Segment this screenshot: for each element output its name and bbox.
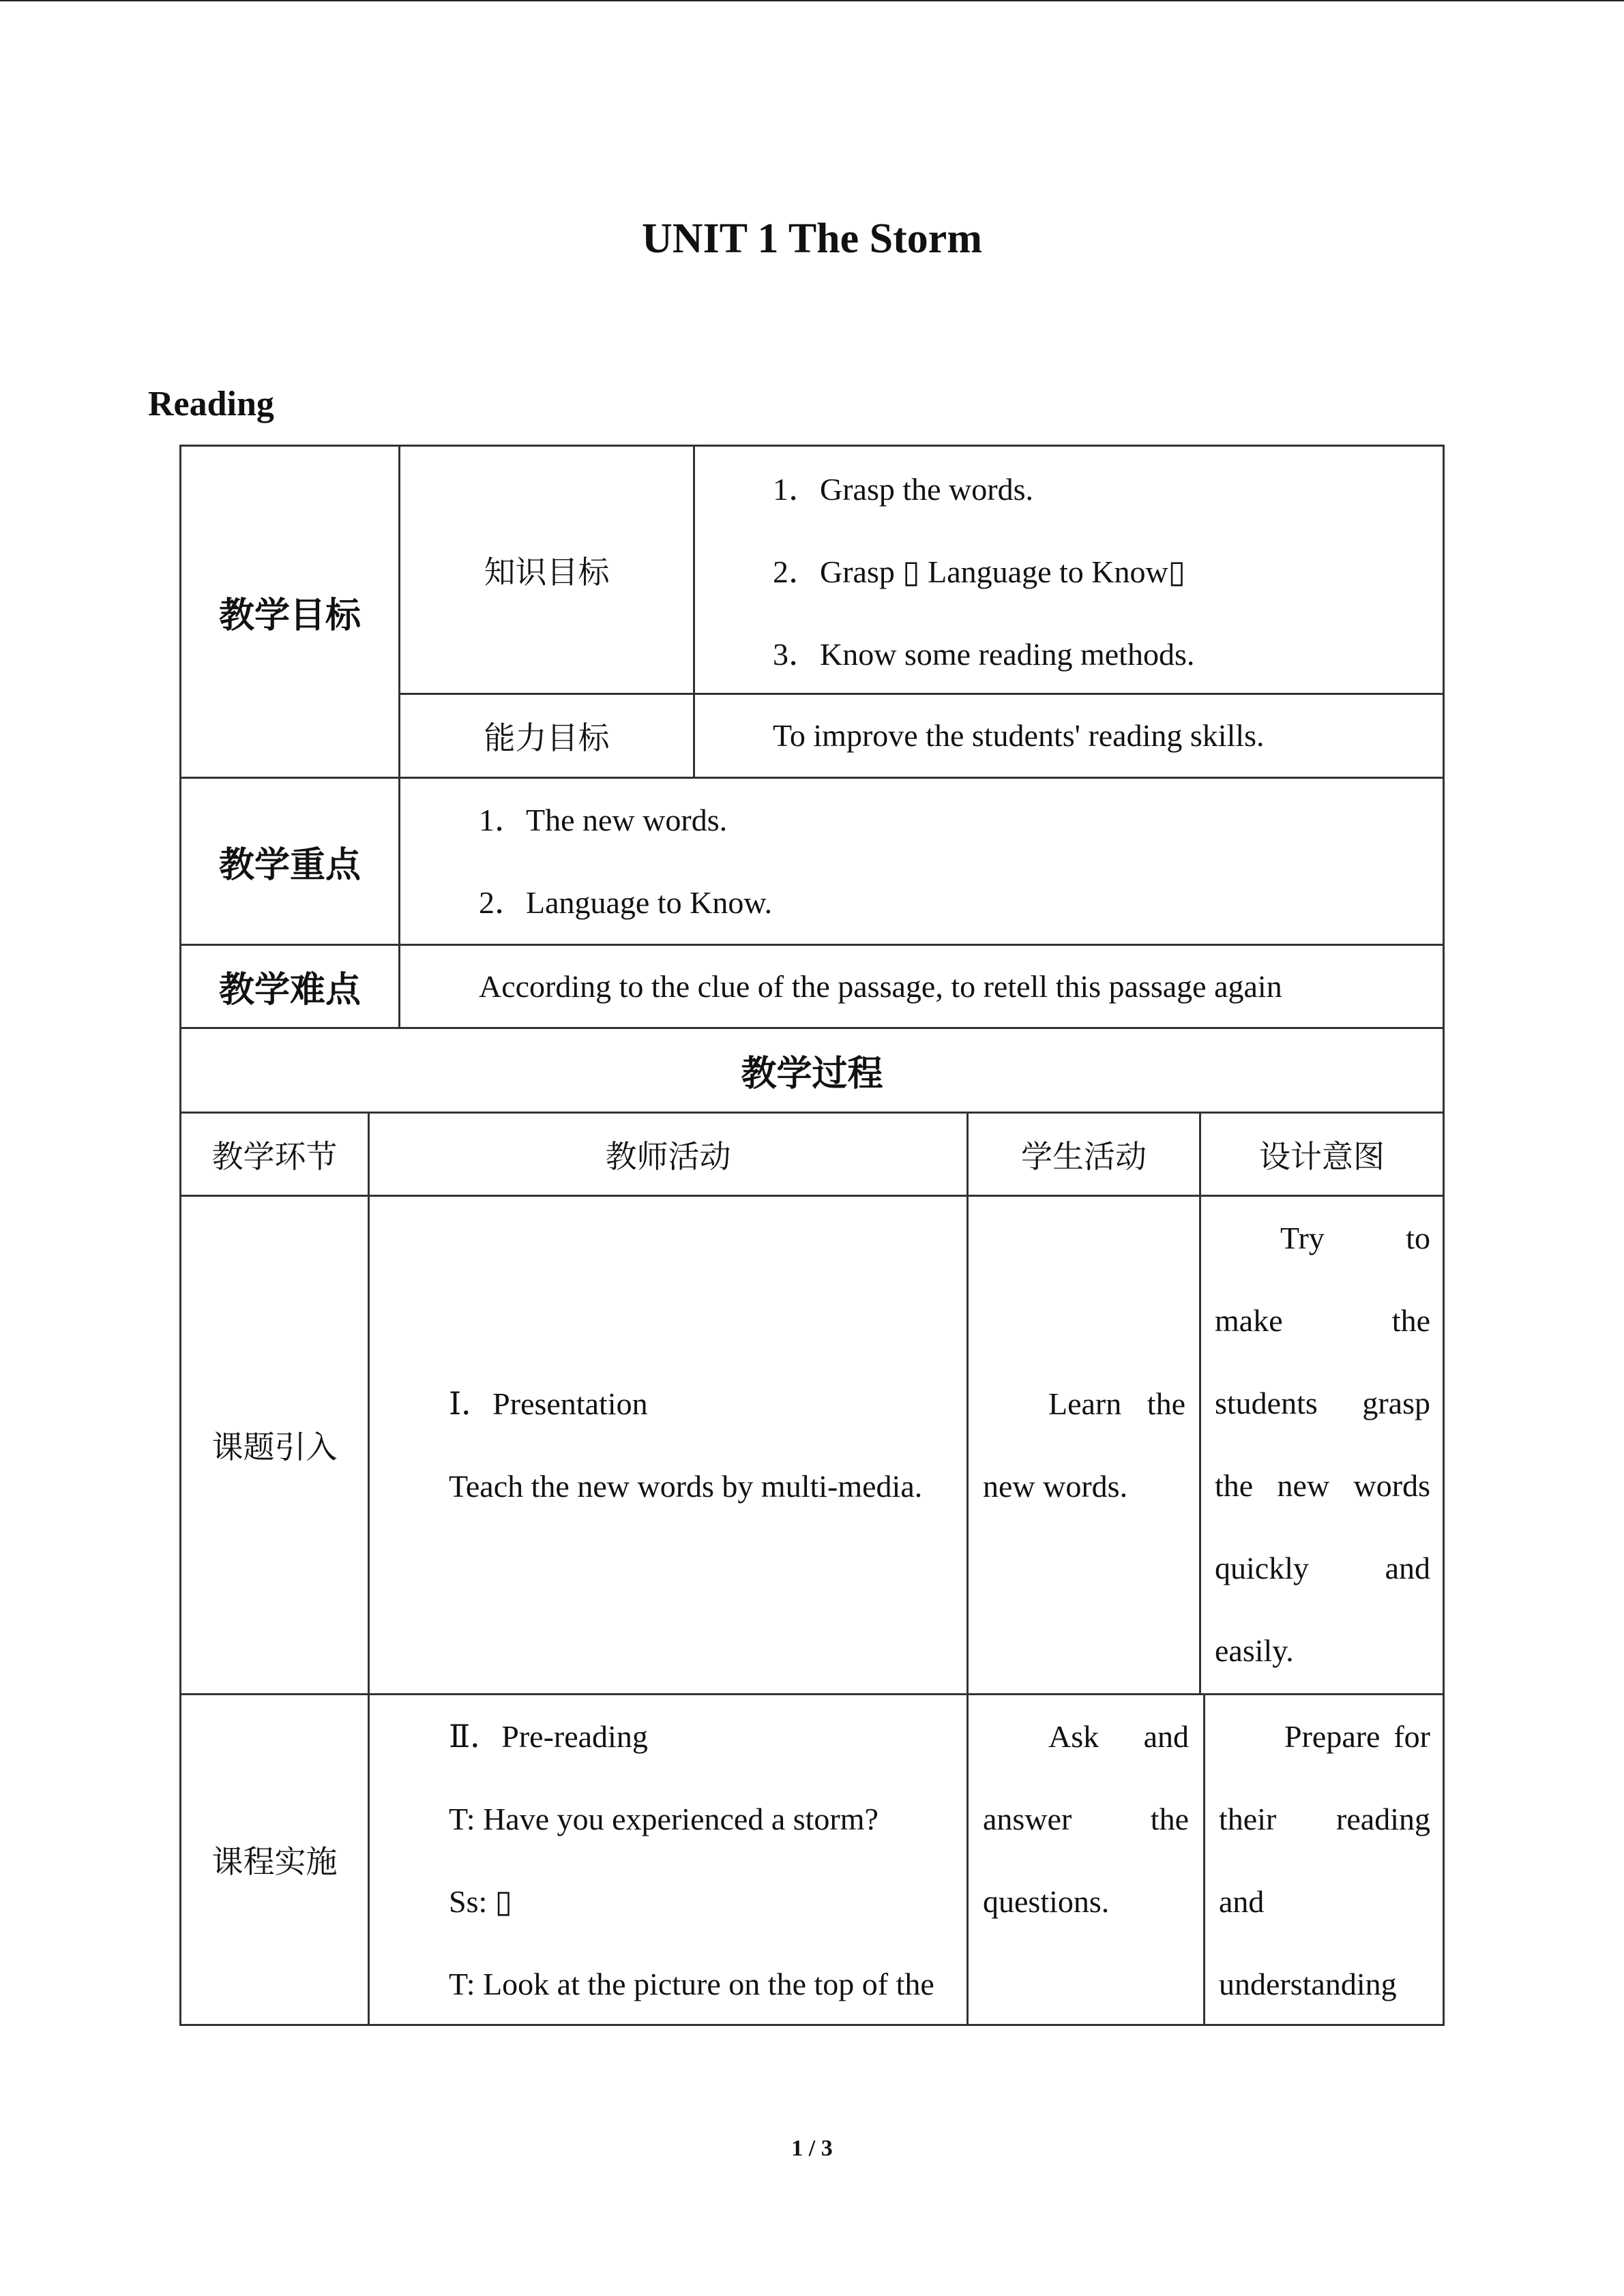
teacher-activity-line: Ⅱ．Pre-reading [449, 1719, 648, 1754]
knowledge-item: 1．Grasp the words. [773, 472, 1033, 507]
difficulties-label: 教学难点 [218, 970, 361, 1011]
table-row-student [983, 1695, 1189, 1943]
intent-line: understanding [1219, 1967, 1397, 2001]
table-row-intent [1219, 1695, 1430, 2025]
intent-line: Prepare for [1284, 1719, 1430, 1754]
table-row-teacher [449, 1362, 954, 1527]
column-header-teacher: 教师活动 [605, 1137, 731, 1175]
knowledge-item: 3．Know some reading methods. [773, 637, 1195, 672]
teacher-activity-line: T: Look at the picture on the top of the [449, 1967, 934, 2001]
knowledge-label: 知识目标 [484, 553, 610, 591]
column-header-stage: 教学环节 [211, 1137, 338, 1175]
column-header-student: 学生活动 [1021, 1137, 1147, 1175]
table-row-stage: 课程实施 [211, 1843, 338, 1880]
table-row-stage: 课题引入 [211, 1429, 338, 1465]
intent-line: easily. [1215, 1633, 1294, 1668]
section-heading: Reading [148, 385, 274, 423]
difficulties-text: According to the clue of the passage, to retell this passage again [479, 969, 1282, 1004]
ability-label: 能力目标 [484, 719, 610, 756]
teacher-activity-line: Teach the new words by multi-media. [449, 1469, 923, 1504]
intent-line: the new words [1215, 1468, 1430, 1503]
student-activity-line: new words. [983, 1469, 1128, 1504]
table-row-student [983, 1362, 1185, 1527]
table-row-teacher [449, 1695, 954, 2025]
teacher-activity-line: Ⅰ．Presentation [449, 1386, 648, 1421]
knowledge-item: 2．Grasp ▯ Language to Know▯ [773, 554, 1186, 589]
key-points-list [479, 779, 1427, 944]
process-label: 教学过程 [741, 1054, 883, 1094]
key-point-item: 2．Language to Know. [479, 885, 773, 920]
page-top-border [0, 0, 1624, 1]
student-activity-line: Ask and [1048, 1719, 1189, 1754]
student-activity-line: answer the [983, 1802, 1189, 1836]
document-title: UNIT 1 The Storm [642, 215, 982, 262]
intent-line: quickly and [1215, 1551, 1430, 1585]
knowledge-list [773, 447, 1428, 693]
objectives-label: 教学目标 [218, 595, 361, 636]
page-number: 1 / 3 [791, 2136, 833, 2161]
teacher-activity-line: Ss: ▯ [449, 1884, 513, 1919]
key-point-item: 1．The new words. [479, 803, 728, 837]
ability-text: To improve the students' reading skills. [773, 718, 1265, 753]
student-activity-line: questions. [983, 1884, 1110, 1919]
intent-line: their reading [1219, 1802, 1430, 1836]
column-header-intent: 设计意图 [1259, 1137, 1385, 1175]
intent-line: Try to [1280, 1221, 1430, 1255]
intent-line: make the [1215, 1303, 1430, 1338]
student-activity-line: Learn the [1048, 1386, 1185, 1421]
intent-line: and [1219, 1884, 1265, 1919]
intent-line: students grasp [1215, 1386, 1430, 1420]
key-points-label: 教学重点 [218, 844, 361, 886]
table-row-intent [1215, 1197, 1430, 1692]
teacher-activity-line: T: Have you experienced a storm? [449, 1802, 879, 1836]
